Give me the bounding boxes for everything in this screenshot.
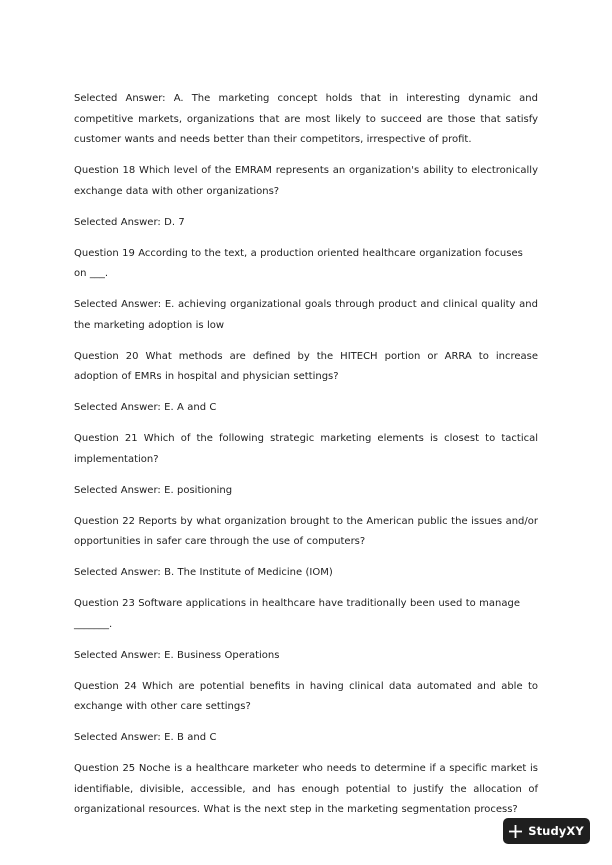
question-19: Question 19 According to the text, a production oriented healthcare organization focuses on ___.: [74, 247, 523, 279]
question-25: Question 25 Noche is a healthcare marketer who needs to determine if a specific market is identifiable, divisible, accessible, and has enough potential to justify the allocation of organizational resources. What is the next step in the marketing segmentation process?: [74, 763, 538, 815]
question-18: Question 18 Which level of the EMRAM represents an organization's ability to electronically exchange data with other organizations?: [74, 165, 538, 197]
answer-21: Selected Answer: E. positioning: [74, 484, 233, 496]
plus-icon: [509, 825, 522, 838]
answer-18: Selected Answer: D. 7: [74, 216, 185, 228]
answer-20: Selected Answer: E. A and C: [74, 402, 217, 413]
question-20: Question 20 What methods are defined by the HITECH portion or ARRA to increase adoption of EMRs in hospital and physician settings?: [74, 350, 538, 382]
answer-24: Selected Answer: E. B and C: [74, 732, 217, 743]
studyxy-logo: [503, 818, 590, 844]
brand-name: StudyXY: [528, 824, 584, 838]
question-21: Question 21 Which of the following strategic marketing elements is closest to tactical implementation?: [74, 433, 538, 465]
answer-17: Selected Answer: A. The marketing concept holds that in interesting dynamic and competitive markets, organizations that are most likely to succeed are those that satisfy customer wants and needs better than their competitors, irrespective of profit.: [74, 93, 538, 145]
answer-19: Selected Answer: E. achieving organizational goals through product and clinical quality and the marketing adoption is low: [74, 299, 538, 331]
document-body: [74, 89, 538, 831]
answer-22: Selected Answer: B. The Institute of Medicine (IOM): [74, 567, 333, 578]
answer-23: Selected Answer: E. Business Operations: [74, 649, 280, 661]
question-23: Question 23 Software applications in healthcare have traditionally been used to manage _______.: [74, 598, 521, 630]
question-24: Question 24 Which are potential benefits in having clinical data automated and able to exchange with other care settings?: [74, 680, 538, 712]
question-22: Question 22 Reports by what organization brought to the American public the issues and/or opportunities in safer care through the use of computers?: [74, 515, 538, 547]
